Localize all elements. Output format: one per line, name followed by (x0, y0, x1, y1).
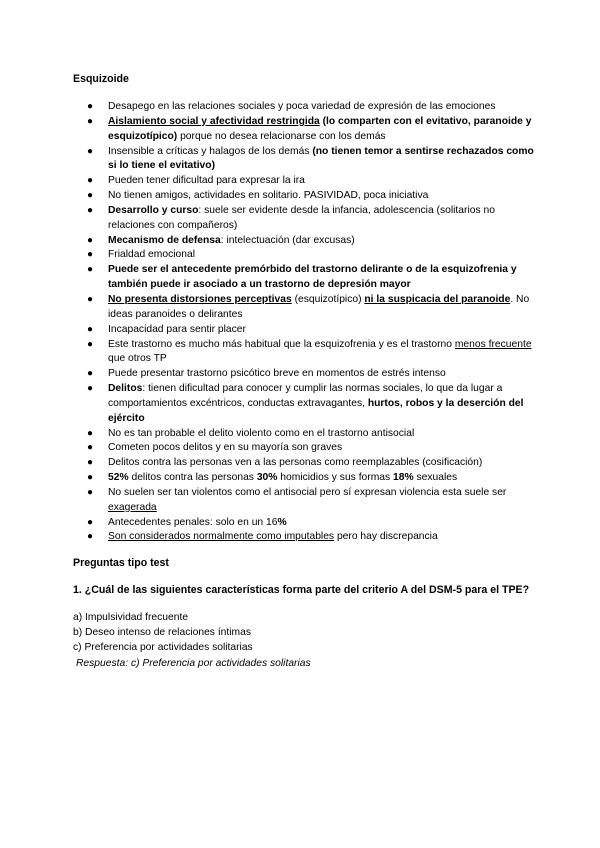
bullet-icon: ● (87, 293, 94, 305)
text-run: Incapacidad para sentir placer (108, 323, 246, 335)
bullet-icon: ● (87, 516, 94, 528)
text-run: menos frecuente (454, 338, 532, 350)
text-run: : intelectuación (dar excusas) (220, 234, 355, 246)
text-run: Delitos (108, 383, 143, 395)
text-run: hurtos, robos y la deserción del ejército (108, 397, 524, 424)
bullet-icon: ● (87, 264, 94, 276)
text-run: Desarrollo y curso (108, 204, 199, 216)
text-run: (no tienen temor a sentirse rechazados como si lo tiene el evitativo) (108, 145, 534, 172)
bullet-icon: ● (87, 427, 94, 439)
text-run: Mecanismo de defensa (108, 234, 221, 246)
list-item (74, 323, 544, 338)
list-item (74, 174, 544, 189)
list-item (74, 338, 544, 368)
text-run: Son considerados normalmente como imputables (108, 531, 335, 543)
list-item (74, 516, 544, 531)
bullet-icon: ● (87, 338, 94, 350)
bullet-icon: ● (87, 457, 94, 469)
list-item (74, 293, 544, 323)
text-run: Antecedentes penales: solo en un 16 (108, 516, 278, 528)
list-item (74, 115, 544, 145)
text-run: ni la suspicacia del paranoide (364, 293, 511, 305)
list-item (74, 189, 544, 204)
text-run: Aislamiento social y afectividad restringida (108, 115, 320, 127)
option-c: c) Preferencia por actividades solitarias (73, 642, 253, 654)
bullet-icon: ● (87, 145, 94, 157)
bullet-icon: ● (87, 190, 94, 202)
bullet-icon: ● (87, 323, 94, 335)
text-run: 52% (108, 472, 129, 484)
bullet-icon: ● (87, 204, 94, 216)
bullet-icon: ● (87, 175, 94, 187)
text-run: Puede presentar trastorno psicótico breve en momentos de estrés intenso (108, 368, 446, 380)
list-item (74, 367, 544, 382)
list-item (74, 100, 544, 115)
bullet-icon: ● (87, 101, 94, 112)
text-run: No es tan probable el delito violento como en el trastorno antisocial (108, 427, 415, 439)
list-item (74, 530, 544, 545)
list-item (74, 456, 544, 471)
text-run: Pueden tener dificultad para expresar la ira (108, 175, 305, 187)
list-item (74, 145, 544, 175)
list-item (74, 382, 544, 427)
text-run: delitos contra las personas (128, 472, 257, 484)
bullet-list (74, 100, 544, 545)
text-run: pero hay discrepancia (334, 531, 438, 543)
bullet-icon: ● (87, 249, 94, 261)
text-run: porque no desea relacionarse con los demás (177, 130, 386, 142)
answer-options (73, 610, 533, 671)
text-run: No tienen amigos, actividades en solitario. PASIVIDAD, poca iniciativa (108, 190, 429, 202)
list-item (74, 204, 544, 234)
text-run: (lo comparten con el evitativo, paranoide y esquizotípico) (108, 115, 532, 142)
text-run: : tienen dificultad para conocer y cumplir las normas sociales, lo que da lugar a comportamientos excéntricos, conductas extravagantes, (108, 383, 503, 409)
text-run: 30% (256, 472, 278, 484)
text-run: Este trastorno es mucho más habitual que la esquizofrenia y es el trastorno (108, 338, 455, 350)
bullet-icon: ● (87, 234, 94, 246)
list-item (74, 248, 544, 263)
bullet-icon: ● (87, 115, 94, 127)
bullet-icon: ● (87, 486, 94, 498)
text-run: (esquizotípico) (291, 293, 365, 305)
list-item (74, 263, 544, 293)
text-run: sexuales (413, 472, 458, 484)
text-run: : suele ser evidente desde la infancia, adolescencia (solitarios no relaciones con compañeros) (108, 204, 495, 231)
list-item (74, 234, 544, 249)
list-item (74, 441, 544, 456)
answer-text: Respuesta: c) Preferencia por actividades solitarias (76, 657, 311, 669)
text-run: % (277, 516, 287, 528)
test-question: 1. ¿Cuál de las siguientes características forma parte del criterio A del DSM-5 para el TPE? (73, 584, 530, 596)
bullet-icon: ● (87, 383, 94, 395)
text-run: . No ideas paranoides o delirantes (108, 293, 530, 320)
list-item (74, 471, 544, 486)
section-title: Preguntas tipo test (73, 557, 169, 569)
text-run: que otros TP (108, 353, 167, 365)
bullet-icon: ● (87, 472, 94, 484)
list-item (74, 427, 544, 442)
text-run: Desapego en las relaciones sociales y poca variedad de expresión de las emociones (108, 101, 496, 112)
bullet-icon: ● (87, 442, 94, 454)
section-heading: Esquizoide (73, 73, 129, 85)
list-item (74, 486, 544, 516)
bullet-icon: ● (87, 531, 94, 543)
text-run: Frialdad emocional (108, 249, 195, 261)
option-b: b) Deseo intenso de relaciones íntimas (73, 627, 252, 639)
text-run: exagerada (108, 501, 157, 513)
text-run: homicidios y sus formas (277, 472, 394, 484)
option-a: a) Impulsividad frecuente (73, 612, 189, 623)
text-run: Cometen pocos delitos y en su mayoría son graves (108, 442, 343, 454)
bullet-icon: ● (87, 368, 94, 380)
text-run: 18% (393, 472, 414, 484)
text-run: Delitos contra las personas ven a las personas como reemplazables (cosificación) (108, 457, 483, 469)
text-run: No presenta distorsiones perceptivas (108, 293, 292, 305)
text-run: Puede ser el antecedente premórbido del trastorno delirante o de la esquizofrenia y también puede ir asociado a un trastorno de depresión mayor (108, 264, 517, 291)
text-run: No suelen ser tan violentos como el antisocial pero sí expresan violencia esta suele ser (108, 486, 507, 498)
text-run: Insensible a críticas y halagos de los demás (108, 145, 313, 157)
